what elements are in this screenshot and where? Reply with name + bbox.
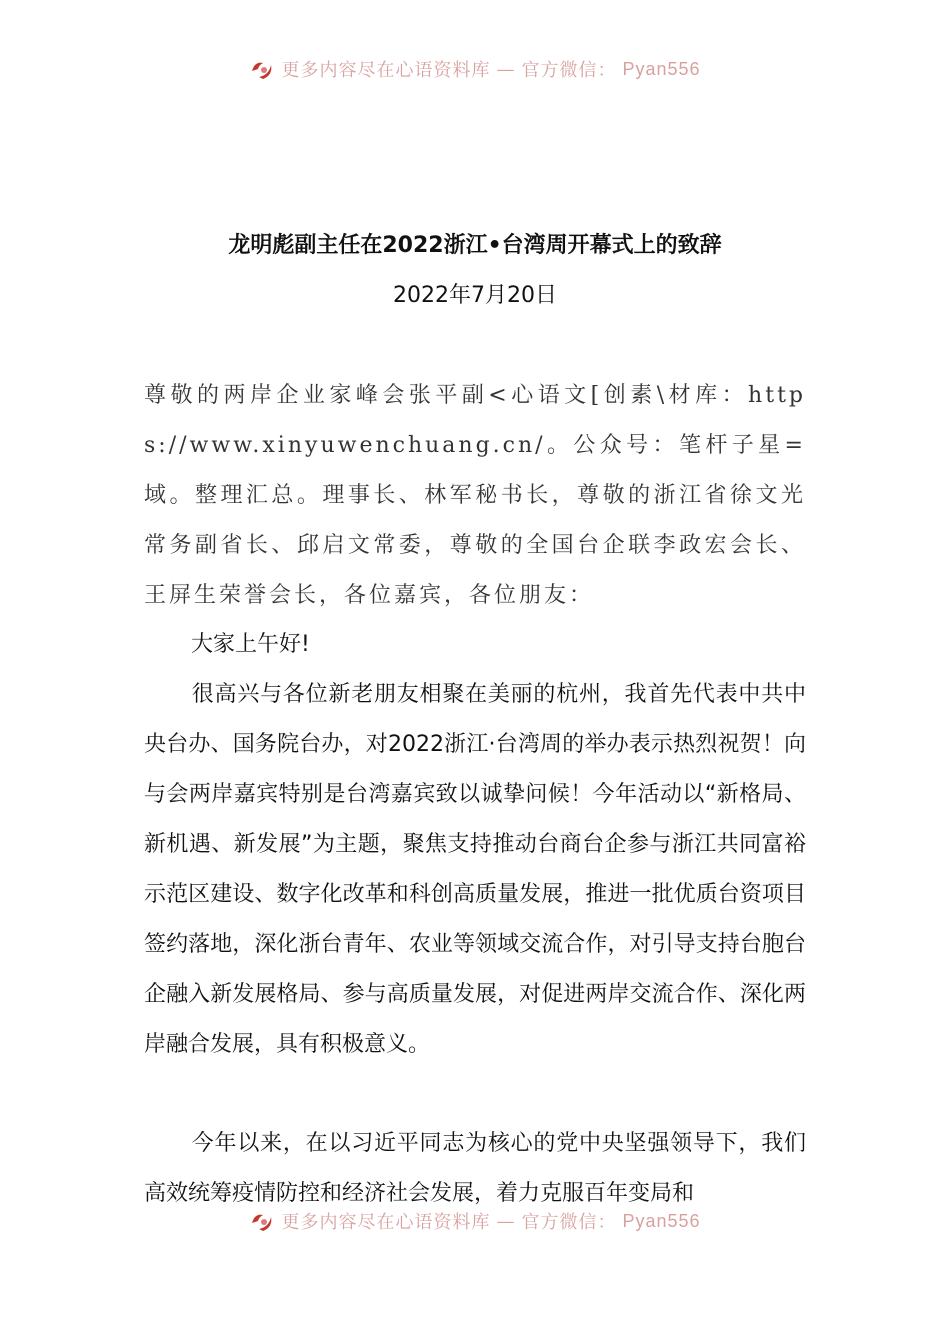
body-paragraph <box>144 1119 806 1219</box>
document-date: 2022年7月20日 <box>393 283 557 308</box>
salutation-paragraph: 尊敬的两岸企业家峰会张平副<心语文[创素\材库：https://www.xinyuwenchuang.cn/。公众号：笔杆子星=域。整理汇总。理事长、林军秘书长，尊敬的浙江省徐文光常务副省长、邱启文常委，尊敬的全国台企联李政宏会长、王屏生荣誉会长，各位嘉宾，各位朋友： <box>144 383 806 608</box>
watermark-handle: Pyan556 <box>622 58 701 79</box>
watermark-label: 官方微信： <box>521 60 617 81</box>
watermark-label: 官方微信： <box>521 1212 617 1233</box>
watermark-separator: — <box>496 1210 516 1232</box>
watermark-text: 更多内容尽在心语资料库 <box>281 60 491 81</box>
body-paragraph-text: 很高兴与各位新老朋友相聚在美丽的杭州，我首先代表中共中央台办、国务院台办，对2022浙江·台湾周的举办表示热烈祝贺！向与会两岸嘉宾特别是台湾嘉宾致以诚挚问候！今年活动以“新格局、新机遇、新发展”为主题，聚焦支持推动台商台企参与浙江共同富裕示范区建设、数字化改革和科创高质量发展，推进一批优质台资项目签约落地，深化浙台青年、农业等领域交流合作，对引导支持台胞台企融入新发展格局、参与高质量发展，对促进两岸交流合作、深化两岸融合发展，具有积极意义。 <box>144 682 806 1057</box>
watermark-text: 更多内容尽在心语资料库 <box>281 1212 491 1233</box>
body-paragraph-text: 今年以来，在以习近平同志为核心的党中央坚强领导下，我们高效统筹疫情防控和经济社会发展，着力克服百年变局和 <box>144 1131 806 1206</box>
watermark-separator: — <box>496 58 516 80</box>
watermark-handle: Pyan556 <box>622 1210 701 1231</box>
watermark-logo-icon <box>249 1209 275 1233</box>
body-paragraph <box>144 670 806 1070</box>
footer-watermark <box>0 1206 950 1236</box>
header-watermark <box>0 54 950 84</box>
greeting-text: 大家上午好! <box>191 632 310 657</box>
watermark-logo-icon <box>249 57 275 81</box>
greeting-paragraph <box>144 620 806 670</box>
document-title: 龙明彪副主任在2022浙江•台湾周开幕式上的致辞 <box>228 233 722 258</box>
